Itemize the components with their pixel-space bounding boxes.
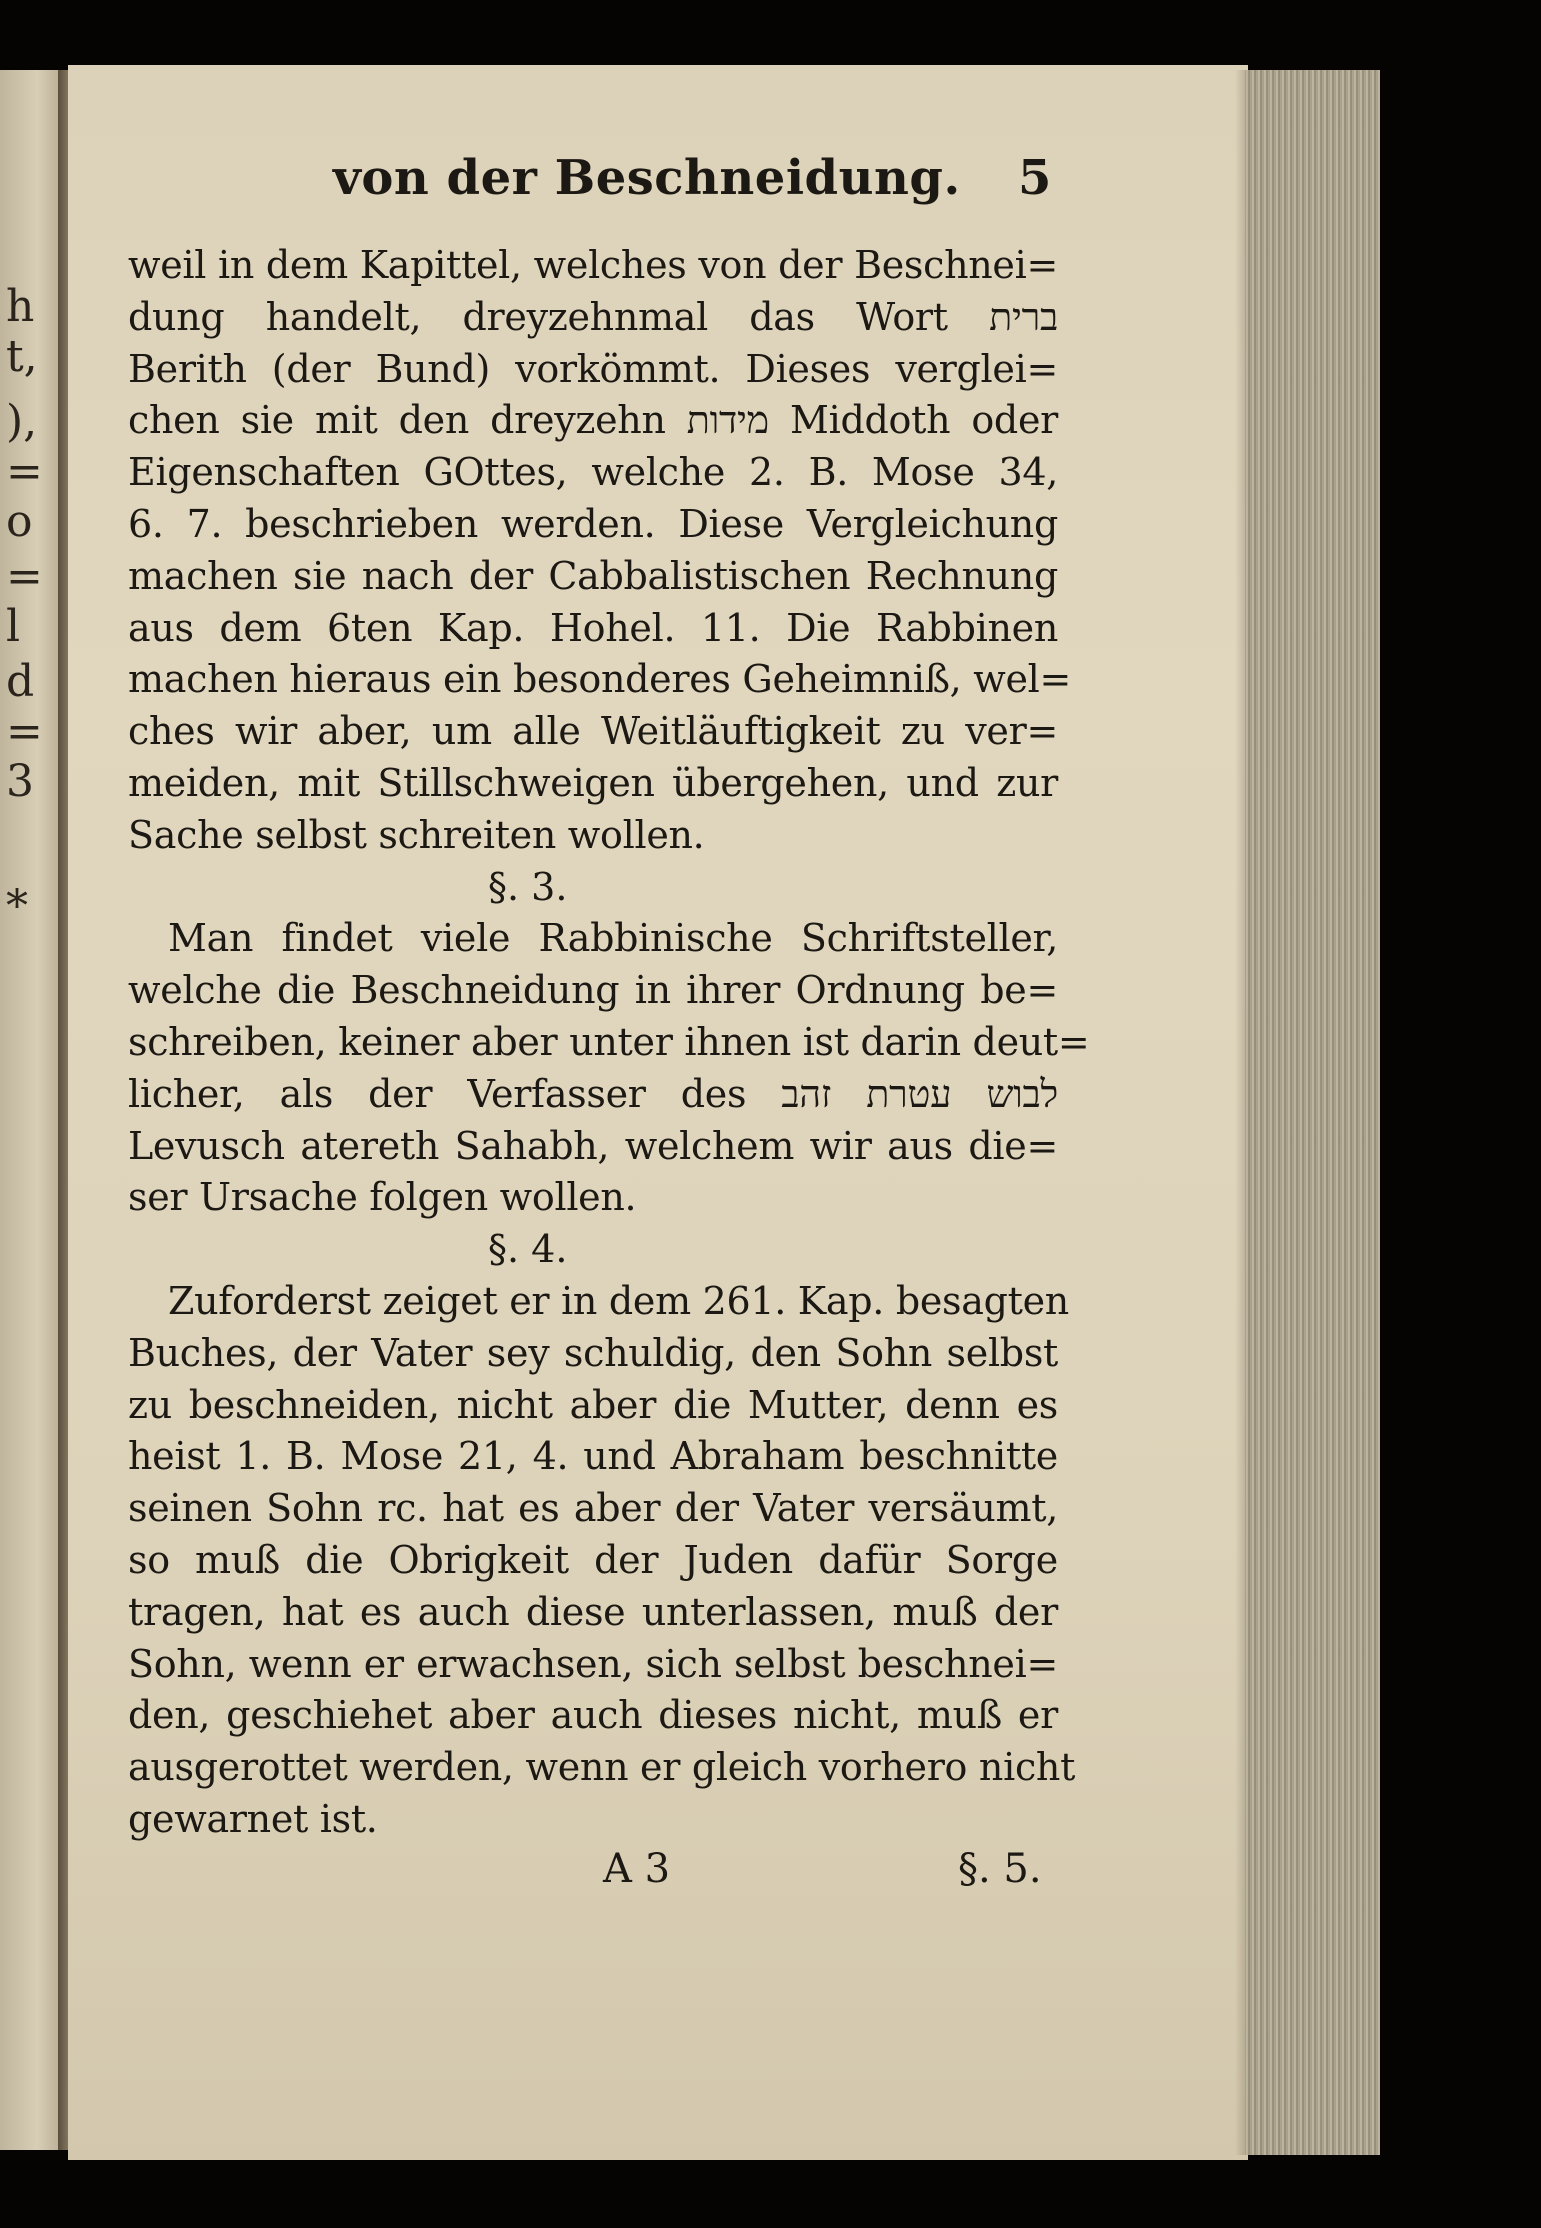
text-line: chen sie mit den dreyzehn מידות Middoth oder bbox=[128, 398, 1059, 443]
text-line: Man findet viele Rabbinische Schriftsteller, bbox=[168, 916, 1058, 961]
text-line: Berith (der Bund) vorkömmt. Dieses verglei= bbox=[128, 346, 1058, 391]
facing-page-fragment: o bbox=[6, 496, 33, 547]
facing-page-fragment: * bbox=[6, 881, 28, 932]
text-line: welche die Beschneidung in ihrer Ordnung be= bbox=[128, 968, 1058, 1013]
facing-page-edge bbox=[0, 70, 62, 2150]
text-line: Eigenschaften GOttes, welche 2. B. Mose 34, bbox=[128, 450, 1058, 495]
text-line: so muß die Obrigkeit der Juden dafür Sorge bbox=[128, 1537, 1058, 1582]
text-line: Zuforderst zeiget er in dem 261. Kap. besagten bbox=[168, 1278, 1069, 1323]
book-block-edges bbox=[1245, 70, 1380, 2155]
running-header bbox=[128, 150, 1058, 240]
paragraph-1 bbox=[128, 240, 1072, 862]
facing-page-fragment: = bbox=[6, 446, 43, 497]
text-line: dung handelt, dreyzehnmal das Wort ברית bbox=[128, 294, 1058, 339]
text-line: Buches, der Vater sey schuldig, den Sohn selbst bbox=[128, 1330, 1058, 1375]
facing-page-fragment: l bbox=[6, 601, 21, 652]
text-line: machen hieraus ein besonderes Geheimniß, wel= bbox=[128, 657, 1072, 702]
signature-mark: A 3 bbox=[603, 1845, 671, 1892]
page-number: 5 bbox=[1018, 150, 1052, 206]
running-title: von der Beschneidung. bbox=[333, 150, 961, 206]
facing-page-fragment: d bbox=[6, 656, 35, 707]
facing-page-fragment: = bbox=[6, 551, 43, 602]
catchword: §. 5. bbox=[958, 1845, 1042, 1892]
paragraph-3 bbox=[128, 1276, 1076, 1846]
text-line: weil in dem Kapittel, welches von der Beschnei= bbox=[128, 243, 1058, 287]
facing-page-fragment: h bbox=[6, 281, 35, 332]
text-line: schreiben, keiner aber unter ihnen ist darin deut= bbox=[128, 1019, 1090, 1064]
section-heading-4: §. 4. bbox=[488, 1227, 568, 1272]
text-line: Sache selbst schreiten wollen. bbox=[128, 812, 705, 857]
text-line: machen sie nach der Cabbalistischen Rechnung bbox=[128, 553, 1058, 598]
facing-page-fragment: ), bbox=[6, 396, 38, 447]
text-line: Sohn, wenn er erwachsen, sich selbst beschnei= bbox=[128, 1641, 1058, 1686]
paragraph-2 bbox=[128, 913, 1090, 1224]
text-line: Levusch atereth Sahabh, welchem wir aus die= bbox=[128, 1123, 1058, 1168]
text-line: den, geschiehet aber auch dieses nicht, muß er bbox=[128, 1693, 1058, 1738]
text-line: aus dem 6ten Kap. Hohel. 11. Die Rabbinen bbox=[128, 605, 1058, 650]
page-text bbox=[128, 150, 1090, 1906]
text-line: seinen Sohn rc. hat es aber der Vater versäumt, bbox=[128, 1486, 1058, 1531]
text-line: ausgerottet werden, wenn er gleich vorhero nicht bbox=[128, 1745, 1076, 1790]
section-heading-3: §. 3. bbox=[488, 864, 568, 909]
text-line: gewarnet ist. bbox=[128, 1796, 378, 1841]
text-line: licher, als der Verfasser des לבוש עטרת זהב bbox=[128, 1071, 1058, 1116]
text-line: ser Ursache folgen wollen. bbox=[128, 1175, 637, 1220]
facing-page-fragment: = bbox=[6, 706, 43, 757]
facing-page-fragment: 3 bbox=[6, 756, 34, 807]
text-line: meiden, mit Stillschweigen übergehen, und zur bbox=[128, 760, 1058, 805]
text-line: zu beschneiden, nicht aber die Mutter, denn es bbox=[128, 1382, 1058, 1427]
text-line: 6. 7. beschrieben werden. Diese Vergleichung bbox=[128, 501, 1058, 546]
page-footer bbox=[128, 1846, 1058, 1906]
text-line: tragen, hat es auch diese unterlassen, muß der bbox=[128, 1589, 1058, 1634]
facing-page-fragment: t, bbox=[6, 331, 38, 382]
text-line: heist 1. B. Mose 21, 4. und Abraham beschnitte bbox=[128, 1434, 1058, 1479]
text-line: ches wir aber, um alle Weitläuftigkeit zu ver= bbox=[128, 709, 1058, 754]
